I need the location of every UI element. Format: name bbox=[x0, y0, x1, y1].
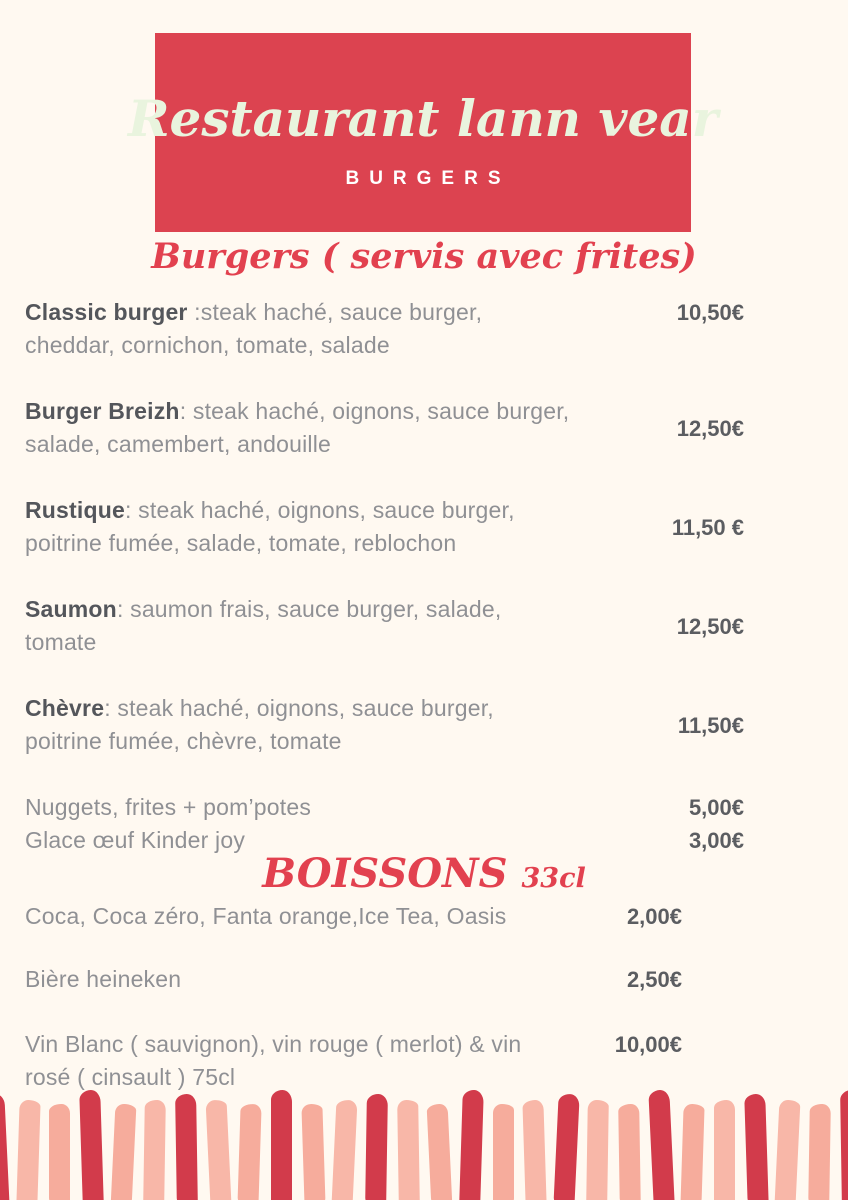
brush-stroke bbox=[205, 1100, 231, 1200]
menu-row bbox=[25, 296, 823, 362]
brush-stroke bbox=[175, 1094, 198, 1200]
brush-stroke bbox=[0, 1094, 10, 1200]
menu-item-price: 3,00€ bbox=[688, 828, 744, 853]
boissons-section bbox=[25, 900, 823, 1094]
brush-stroke bbox=[397, 1100, 420, 1200]
menu-row bbox=[25, 963, 823, 996]
menu-item-text bbox=[25, 395, 625, 461]
brush-stroke bbox=[427, 1104, 453, 1200]
menu-row bbox=[25, 593, 823, 659]
brush-stroke bbox=[365, 1094, 388, 1200]
menu-item-text bbox=[25, 692, 570, 758]
menu-item-desc: :steak haché, sauce burger, cheddar, cornichon, tomate, salade bbox=[25, 299, 483, 358]
brush-stroke bbox=[775, 1100, 801, 1200]
brush-stroke bbox=[587, 1100, 610, 1200]
menu-item-desc: : steak haché, oignons, sauce burger, poitrine fumée, chèvre, tomate bbox=[25, 695, 494, 754]
menu-item-text bbox=[25, 593, 545, 659]
brush-stroke bbox=[238, 1104, 262, 1200]
brush-stroke bbox=[648, 1090, 675, 1200]
brush-stroke bbox=[744, 1094, 769, 1200]
brush-stroke bbox=[16, 1100, 40, 1200]
brush-stroke bbox=[49, 1104, 70, 1200]
menu-item-price: 12,50€ bbox=[676, 415, 744, 441]
restaurant-subtitle: BURGERS bbox=[345, 167, 511, 189]
boissons-heading-label: BOISSONS bbox=[262, 850, 508, 897]
boissons-size-note: 33cl bbox=[521, 863, 586, 894]
menu-item-text bbox=[25, 296, 570, 362]
menu-item-text: Coca, Coca zéro, Fanta orange,Ice Tea, Oasis bbox=[25, 903, 507, 929]
menu-item-desc: : steak haché, oignons, sauce burger, poitrine fumée, salade, tomate, reblochon bbox=[25, 497, 515, 556]
menu-item-name: Chèvre bbox=[25, 695, 105, 721]
boissons-section-heading bbox=[0, 850, 848, 897]
menu-item-name: Burger Breizh bbox=[25, 398, 180, 424]
menu-item-price: 12,50€ bbox=[676, 613, 744, 639]
kids-extras-block bbox=[25, 791, 823, 857]
restaurant-header bbox=[127, 33, 719, 232]
menu-item-name: Classic burger bbox=[25, 299, 188, 325]
menu-item-name: Rustique bbox=[25, 497, 125, 523]
brush-stroke bbox=[553, 1094, 579, 1200]
menu-item-price: 5,00€ bbox=[688, 795, 744, 820]
brush-stroke bbox=[714, 1100, 735, 1200]
brush-stroke bbox=[808, 1104, 831, 1200]
menu-item-name: Saumon bbox=[25, 596, 117, 622]
menu-item-text: Nuggets, frites + pom’potes bbox=[25, 794, 312, 820]
brush-stroke bbox=[143, 1100, 166, 1200]
brush-stroke bbox=[523, 1100, 547, 1200]
brush-stroke bbox=[493, 1104, 514, 1200]
brush-stroke bbox=[840, 1090, 848, 1200]
menu-row bbox=[25, 791, 823, 824]
menu-item-text: Bière heineken bbox=[25, 966, 182, 992]
brush-stroke-strip bbox=[0, 1082, 848, 1200]
menu-item-price: 10,00€ bbox=[614, 1032, 682, 1057]
brush-stroke bbox=[618, 1104, 641, 1200]
burgers-section bbox=[25, 296, 823, 857]
menu-item-text: Glace œuf Kinder joy bbox=[25, 827, 246, 853]
menu-item-price: 11,50 € bbox=[671, 514, 744, 540]
brush-stroke bbox=[79, 1090, 104, 1200]
brush-stroke bbox=[271, 1090, 292, 1200]
menu-item-price: 2,00€ bbox=[626, 904, 682, 929]
menu-item-text bbox=[25, 494, 570, 560]
restaurant-title: Restaurant lann vear bbox=[127, 89, 719, 149]
brush-stroke bbox=[459, 1090, 484, 1200]
menu-item-text: Vin Blanc ( sauvignon), vin rouge ( merlot) & vin rosé ( cinsault ) 75cl bbox=[25, 1031, 522, 1090]
menu-item-desc: : steak haché, oignons, sauce burger, salade, camembert, andouille bbox=[25, 398, 570, 457]
menu-item-price: 10,50€ bbox=[676, 300, 744, 325]
menu-row bbox=[25, 692, 823, 758]
menu-row bbox=[25, 494, 823, 560]
brush-stroke bbox=[681, 1104, 705, 1200]
brush-stroke bbox=[301, 1104, 325, 1200]
menu-item-price: 11,50€ bbox=[677, 712, 744, 738]
menu-row bbox=[25, 395, 823, 461]
menu-item-price: 2,50€ bbox=[626, 967, 682, 992]
brush-stroke bbox=[110, 1104, 136, 1200]
menu-row bbox=[25, 900, 823, 933]
brush-stroke bbox=[331, 1100, 357, 1200]
burgers-section-heading: Burgers ( servis avec frites) bbox=[151, 236, 697, 277]
menu-item-desc: : saumon frais, sauce burger, salade, tomate bbox=[25, 596, 502, 655]
